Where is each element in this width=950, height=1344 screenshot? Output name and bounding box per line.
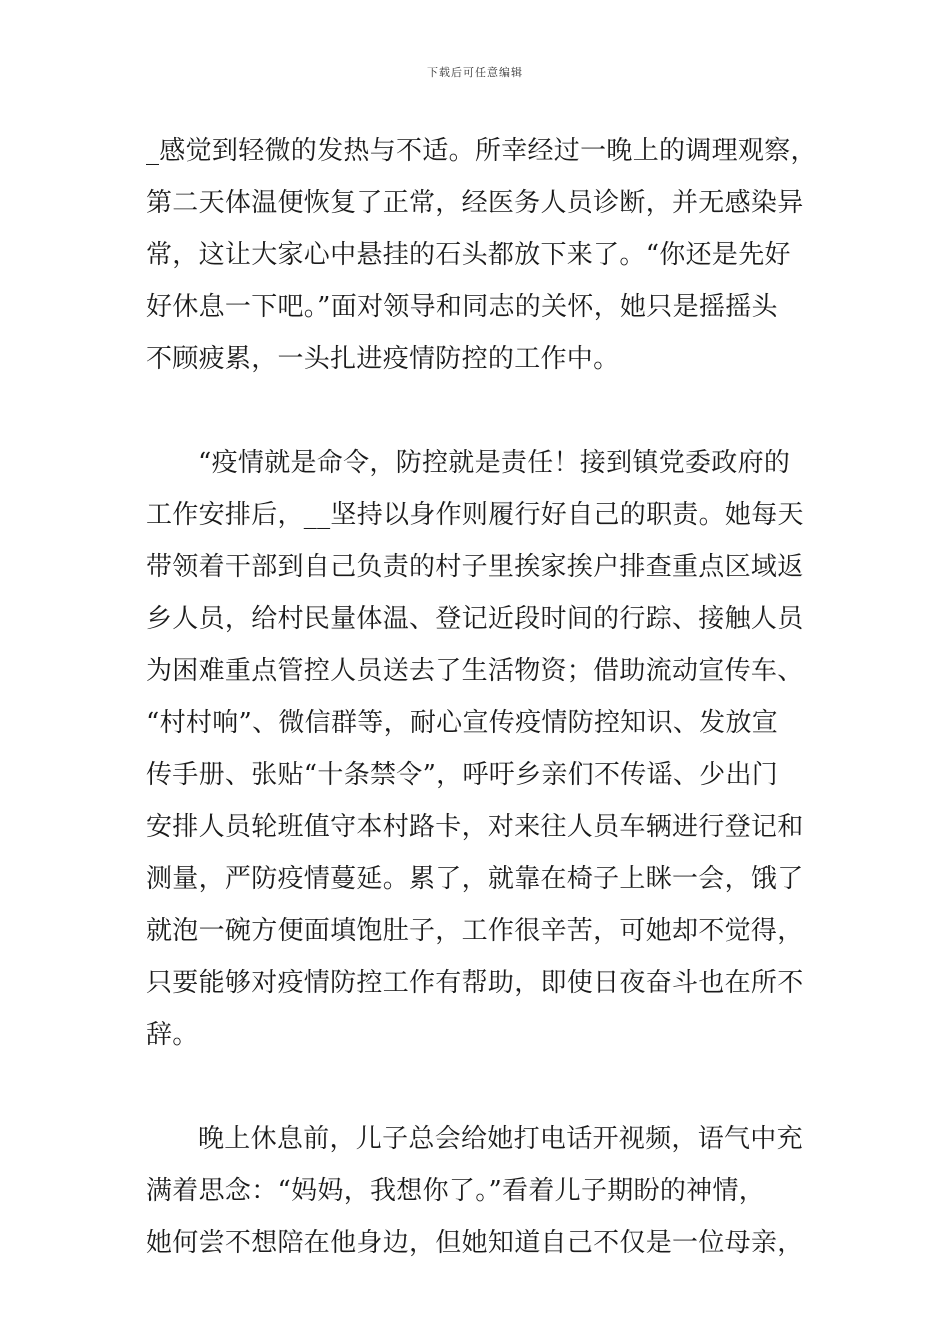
text-line: 辞。 — [146, 1020, 199, 1050]
text-line: 乡人员，给村民量体温、登记近段时间的行踪、接触人员 — [146, 604, 804, 634]
text-line: 工作安排后，__坚持以身作则履行好自己的职责。她每天 — [146, 500, 804, 530]
paragraph-gap — [146, 1061, 808, 1113]
text-line: 就泡一碗方便面填饱肚子，工作很辛苦，可她却不觉得， — [146, 916, 804, 946]
text-line: 晚上休息前，儿子总会给她打电话开视频，语气中充 — [198, 1124, 803, 1154]
text-line: “村村响”、微信群等，耐心宣传疫情防控知识、发放宣 — [146, 708, 779, 738]
paragraph-gap — [146, 385, 808, 437]
text-line: 常，这让大家心中悬挂的石头都放下来了。“你还是先好 — [146, 240, 791, 270]
text-line: 测量，严防疫情蔓延。累了，就靠在椅子上眯一会，饿了 — [146, 864, 804, 894]
text-line: “疫情就是命令，防控就是责任！接到镇党委政府的 — [198, 448, 791, 478]
text-line: 好休息一下吧。”面对领导和同志的关怀，她只是摇摇头 — [146, 292, 778, 322]
text-line: 安排人员轮班值守本村路卡，对来往人员车辆进行登记和 — [146, 812, 804, 842]
paragraph-2 — [146, 437, 808, 1061]
text-line: 满着思念：“妈妈，我想你了。”看着儿子期盼的神情， — [146, 1176, 766, 1206]
text-line: 带领着干部到自己负责的村子里挨家挨户排查重点区域返 — [146, 552, 804, 582]
text-line: 不顾疲累，一头扎进疫情防控的工作中。 — [146, 344, 620, 374]
text-line: 第二天体温便恢复了正常，经医务人员诊断，并无感染异 — [146, 188, 804, 218]
text-line: 为困难重点管控人员送去了生活物资；借助流动宣传车、 — [146, 656, 804, 686]
text-line: _感觉到轻微的发热与不适。所幸经过一晚上的调理观察， — [146, 136, 817, 166]
page-header: 下载后可任意编辑 — [427, 66, 523, 79]
paragraph-3 — [146, 1113, 808, 1269]
document-body — [146, 125, 817, 1269]
text-line: 传手册、张贴“十条禁令”，呼吁乡亲们不传谣、少出门 — [146, 760, 779, 790]
text-line: 只要能够对疫情防控工作有帮助，即使日夜奋斗也在所不 — [146, 968, 804, 998]
text-line: 她何尝不想陪在他身边，但她知道自己不仅是一位母亲， — [146, 1228, 804, 1258]
paragraph-1 — [146, 125, 817, 385]
